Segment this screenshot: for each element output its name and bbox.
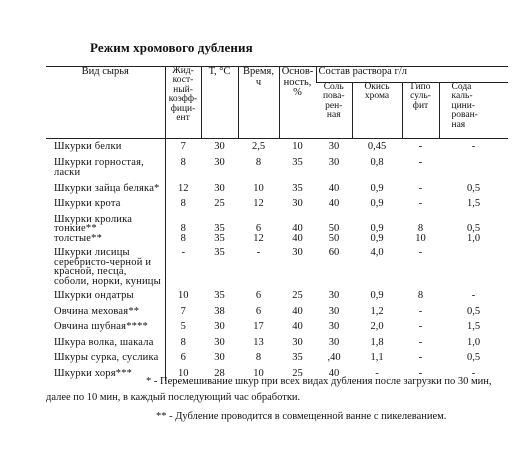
header-sulfite: Гипо суль- фит bbox=[402, 83, 439, 139]
cell-temp: 30 bbox=[214, 336, 225, 348]
cell-chrome: - bbox=[375, 367, 379, 379]
cell-time: 13 bbox=[253, 336, 264, 348]
cell-time: 10 bbox=[253, 367, 264, 379]
page-title: Режим хромового дубления bbox=[90, 40, 253, 55]
cell-soda: 1,0 bbox=[466, 336, 481, 348]
cell-salt: 50 50 bbox=[328, 223, 340, 244]
row-name: Шкурки ондатры bbox=[54, 290, 134, 301]
row-name: Шкурки зайца беляка* bbox=[54, 182, 160, 194]
table-row bbox=[46, 181, 508, 197]
cell-soda bbox=[439, 245, 508, 288]
cell-temp: 30 bbox=[214, 156, 225, 168]
table-row bbox=[46, 335, 508, 351]
header-salt: Соль пова- рен- ная bbox=[316, 83, 352, 139]
cell-time: 12 bbox=[253, 198, 264, 209]
cell-ratio: 12 bbox=[165, 181, 201, 197]
row-name: Шкуры сурка, суслика bbox=[54, 352, 159, 363]
cell-salt: 40 bbox=[328, 198, 340, 209]
cell-chrome: 4,0 bbox=[370, 247, 384, 258]
header-basicity: Основ- ность, % bbox=[279, 67, 316, 139]
cell-chrome: 0,9 bbox=[370, 198, 384, 209]
cell-time: 6 12 bbox=[253, 223, 264, 244]
header-ratio: Жид- кост- ный- коэфф- фици- ент bbox=[165, 67, 201, 139]
cell-salt: 40 bbox=[328, 182, 340, 194]
cell-basicity: 40 40 bbox=[292, 223, 303, 244]
cell-soda: 0,5 bbox=[466, 352, 481, 363]
table-row bbox=[46, 350, 508, 366]
cell-sulfite: - bbox=[418, 182, 423, 194]
cell-soda: - bbox=[471, 367, 476, 379]
cell-salt: 30 bbox=[328, 336, 340, 348]
cell-salt: 30 bbox=[328, 156, 340, 168]
cell-temp: 30 bbox=[214, 352, 225, 363]
cell-basicity: 40 bbox=[292, 305, 303, 317]
cell-time: 10 bbox=[253, 182, 264, 194]
cell-soda: - bbox=[471, 290, 476, 301]
cell-salt: ,40 bbox=[327, 352, 341, 363]
cell-basicity: 10 bbox=[292, 141, 303, 152]
cell-time: 2,5 bbox=[251, 141, 266, 152]
header-type: Вид сырья bbox=[46, 67, 165, 139]
cell-time: - bbox=[256, 247, 261, 258]
table-row bbox=[46, 196, 508, 212]
table-row bbox=[46, 155, 508, 181]
cell-soda: 1,5 bbox=[466, 198, 481, 209]
cell-ratio: 5 bbox=[165, 319, 201, 335]
table-row bbox=[46, 319, 508, 335]
cell-chrome: 0,9 0,9 bbox=[370, 223, 384, 244]
cell-salt: 30 bbox=[328, 290, 340, 301]
cell-sulfite: 8 bbox=[417, 290, 424, 301]
cell-salt: 30 bbox=[328, 305, 340, 317]
cell-ratio: 8 bbox=[165, 335, 201, 351]
cell-ratio: - bbox=[165, 245, 201, 288]
cell-salt: 40 bbox=[328, 367, 340, 379]
table-row bbox=[46, 245, 508, 288]
cell-temp: 30 bbox=[214, 182, 225, 194]
header-temp: Т, °С bbox=[201, 67, 238, 139]
cell-ratio: 7 bbox=[165, 139, 201, 155]
row-name: Шкурки лисицы серебристо-черной и красной, песца, соболи, норки, куницы bbox=[54, 247, 161, 287]
footnote-2: ** - Дубление проводится в совмещенной ванне с пикелеванием. bbox=[156, 411, 447, 422]
table-row bbox=[46, 139, 508, 155]
row-name: Шкура волка, шакала bbox=[54, 336, 154, 348]
cell-basicity: 30 bbox=[292, 336, 303, 348]
cell-basicity: 35 bbox=[292, 182, 303, 194]
cell-soda: 1,5 bbox=[466, 321, 481, 332]
cell-chrome: 0,8 bbox=[370, 156, 384, 168]
table-row bbox=[46, 212, 508, 246]
cell-basicity: 25 bbox=[292, 290, 303, 301]
row-name: Овчина шубная**** bbox=[54, 321, 148, 332]
header-soda: Сода каль- цини- рован- ная bbox=[439, 83, 508, 139]
cell-chrome: 0,9 bbox=[370, 182, 384, 194]
cell-sulfite: - bbox=[418, 305, 423, 317]
cell-time: 6 bbox=[255, 305, 262, 317]
cell-soda: 0,5 bbox=[466, 305, 481, 317]
cell-sulfite: - bbox=[418, 247, 423, 258]
cell-chrome: 1,2 bbox=[370, 305, 384, 317]
header-composition: Состав раствора г/л bbox=[316, 67, 508, 83]
cell-ratio: 10 bbox=[165, 366, 201, 382]
tanning-table bbox=[46, 66, 508, 381]
cell-temp: 25 bbox=[214, 198, 225, 209]
cell-sulfite: - bbox=[418, 367, 423, 379]
cell-salt: 30 bbox=[328, 141, 340, 152]
footnotes bbox=[46, 374, 508, 425]
cell-sulfite: - bbox=[418, 321, 423, 332]
cell-salt: 30 bbox=[328, 321, 340, 332]
cell-time: 8 bbox=[255, 352, 262, 363]
cell-basicity: 25 bbox=[292, 367, 303, 379]
cell-ratio: 6 bbox=[165, 350, 201, 366]
cell-sulfite: - bbox=[418, 336, 423, 348]
cell-ratio: 7 bbox=[165, 304, 201, 320]
cell-sulfite: - bbox=[418, 156, 423, 168]
cell-basicity: 30 bbox=[292, 198, 303, 209]
cell-time: 17 bbox=[253, 321, 264, 332]
cell-basicity: 30 bbox=[292, 247, 303, 258]
cell-soda: 0,5 bbox=[466, 182, 481, 194]
cell-ratio: 10 bbox=[165, 288, 201, 304]
cell-ratio: 8 bbox=[165, 196, 201, 212]
cell-sulfite: 8 10 bbox=[415, 223, 426, 244]
cell-ratio: 8 bbox=[165, 155, 201, 181]
cell-temp: 35 35 bbox=[214, 223, 225, 244]
cell-soda: 0,5 1,0 bbox=[466, 223, 481, 244]
row-name: Шкурки белки bbox=[54, 141, 122, 152]
row-name: Шкурки горностая, ласки bbox=[54, 156, 144, 178]
cell-chrome: 2,0 bbox=[370, 321, 384, 332]
cell-basicity: 35 bbox=[292, 156, 303, 168]
row-name: Шкурки крота bbox=[54, 198, 121, 209]
cell-time: 8 bbox=[255, 156, 262, 168]
header-chrome: Окись хрома bbox=[352, 83, 402, 139]
cell-temp: 30 bbox=[214, 141, 225, 152]
table-row bbox=[46, 288, 508, 304]
cell-temp: 35 bbox=[214, 247, 225, 258]
cell-chrome: 0,9 bbox=[370, 290, 384, 301]
table-row bbox=[46, 304, 508, 320]
cell-salt: 60 bbox=[328, 247, 340, 258]
header-time: Время, ч bbox=[238, 67, 279, 139]
row-name: Овчина меховая** bbox=[54, 305, 140, 317]
cell-basicity: 40 bbox=[292, 321, 303, 332]
row-name: Шкурки хоря*** bbox=[54, 367, 133, 379]
cell-sulfite: - bbox=[418, 141, 423, 152]
cell-chrome: 1,8 bbox=[370, 336, 384, 348]
footnote-1: * - Перемешивание шкур при всех видах дубления после загрузки по 30 мин, далее по 10 мин, в каждый последующий час обработки. bbox=[46, 376, 492, 403]
cell-basicity: 35 bbox=[292, 352, 303, 363]
cell-time: 6 bbox=[255, 290, 262, 301]
cell-temp: 38 bbox=[214, 305, 225, 317]
cell-chrome: 0,45 bbox=[367, 141, 387, 152]
cell-sulfite: - bbox=[418, 352, 423, 363]
cell-temp: 30 bbox=[214, 321, 225, 332]
cell-sulfite: - bbox=[418, 198, 423, 209]
row-name: Шкурки кролика тонкие** толстые** bbox=[54, 213, 133, 244]
cell-soda bbox=[439, 155, 508, 181]
cell-ratio: 8 8 bbox=[165, 212, 201, 246]
cell-soda: - bbox=[471, 141, 476, 152]
cell-chrome: 1,1 bbox=[370, 352, 384, 363]
cell-temp: 35 bbox=[214, 290, 225, 301]
cell-temp: 28 bbox=[214, 367, 225, 379]
